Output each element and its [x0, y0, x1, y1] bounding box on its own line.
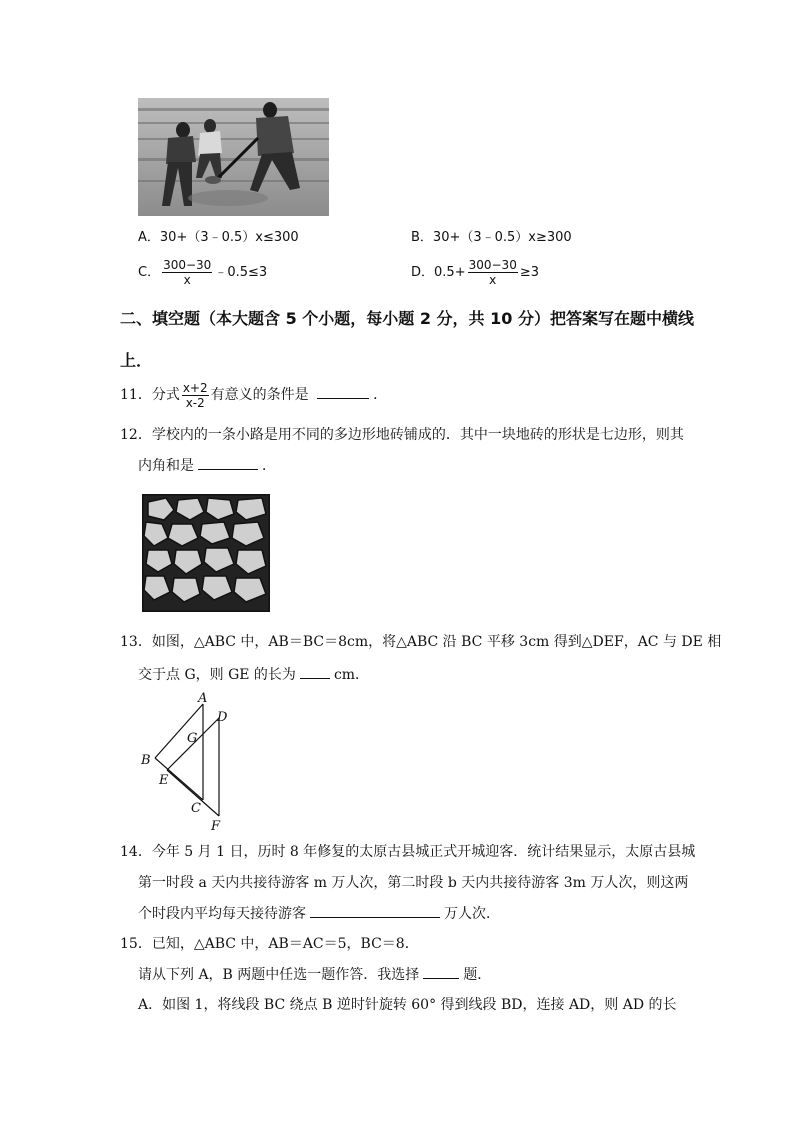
label-f: F	[211, 819, 221, 834]
answer-blank[interactable]	[310, 903, 440, 918]
question-number: 12．	[120, 427, 152, 443]
answer-blank[interactable]	[317, 384, 369, 399]
question-number: 13．	[120, 634, 152, 650]
question-11: 11．分式 $\frac{x+2}{x-2}$ 有意义的条件是 ．	[120, 380, 388, 410]
label-a: A	[198, 691, 208, 706]
digging-photo	[138, 98, 329, 216]
question-12-line2: 内角和是 ．	[138, 455, 276, 476]
question-14-line3: 个时段内平均每天接待游客 万人次．	[138, 903, 500, 924]
option-c: C． $\frac{300-30}{x}$ ﹣0.5≤3	[138, 258, 268, 287]
label-g: G	[187, 731, 198, 746]
label-c: C	[191, 801, 201, 816]
fraction: $\frac{x+2}{x-2}$	[182, 380, 208, 410]
question-number: 15．	[120, 936, 152, 952]
question-12-line1: 12．学校内的一条小路是用不同的多边形地砖铺成的．其中一块地砖的形状是七边形，则其	[120, 427, 684, 443]
option-a: A．30+（3﹣0.5）x≤300	[138, 230, 299, 245]
question-14-line1: 14．今年 5 月 1 日，历时 8 年修复的太原古县城正式开城迎客．统计结果显示，太原古县城	[120, 844, 696, 860]
question-15-line2: 请从下列 A，B 两题中任选一题作答．我选择 题．	[138, 964, 491, 985]
answer-blank[interactable]	[423, 964, 459, 979]
question-14-line2: 第一时段 a 天内共接待游客 m 万人次，第二时段 b 天内共接待游客 3m 万人次，则这两	[138, 875, 689, 891]
triangle-figure	[135, 688, 245, 836]
question-number: 14．	[120, 844, 152, 860]
label-b: B	[141, 753, 151, 768]
paving-stones-photo	[142, 494, 270, 612]
question-13-line1: 13．如图，△ABC 中，AB＝BC＝8cm，将△ABC 沿 BC 平移 3cm 得到△DEF，AC 与 DE 相	[120, 634, 722, 650]
question-15-line3: A．如图 1，将线段 BC 绕点 B 逆时针旋转 60° 得到线段 BD，连接 AD，则 AD 的长	[138, 997, 677, 1013]
question-13-line2: 交于点 G，则 GE 的长为 cm．	[138, 664, 369, 685]
answer-blank[interactable]	[198, 455, 258, 470]
answer-blank[interactable]	[300, 664, 330, 679]
question-number: 11．	[120, 387, 152, 403]
option-b: B．30+（3﹣0.5）x≥300	[411, 230, 572, 245]
label-e: E	[159, 773, 169, 788]
label-d: D	[217, 710, 228, 725]
question-15-line1: 15．已知，△ABC 中，AB＝AC＝5，BC＝8．	[120, 936, 419, 952]
section-title-cont: 上．	[120, 351, 153, 370]
option-d: D．0.5+ $\frac{300-30}{x}$ ≥3	[411, 258, 539, 287]
section-title: 二、填空题（本大题含 5 个小题，每小题 2 分，共 10 分）把答案写在题中横线	[120, 309, 694, 328]
